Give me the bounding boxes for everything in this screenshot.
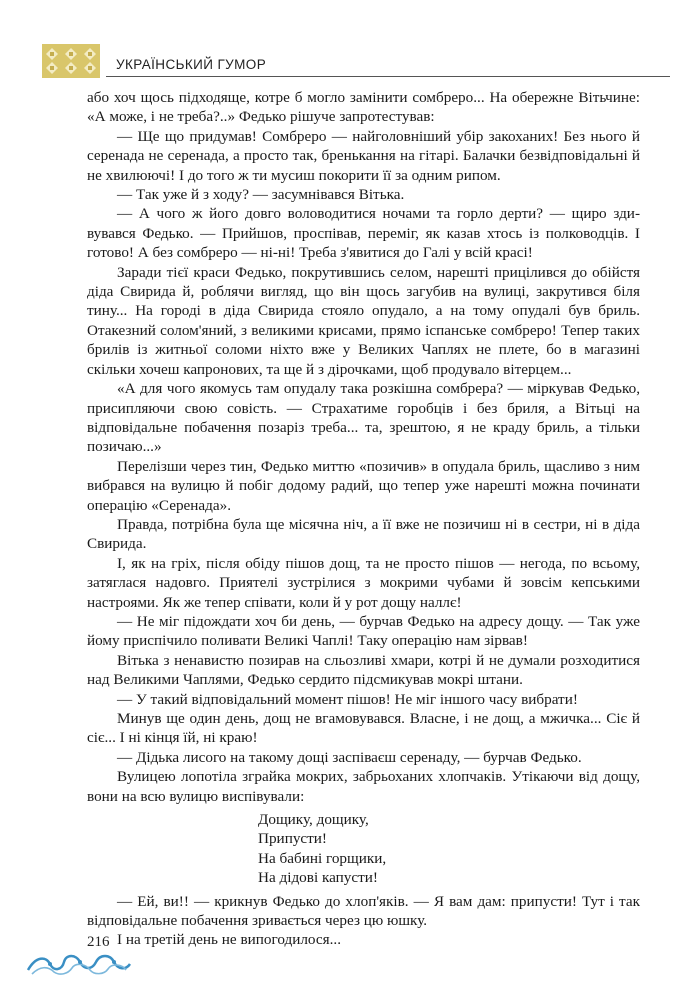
poem-line: Припусти! xyxy=(258,830,327,848)
paragraph: — Дідька лисого на такому дощі заспіваєш серенаду, — бурчав Федько. xyxy=(117,748,582,766)
paragraph: «А для чого якомусь там опудалу така розкішна сомбрера? — міркував Федько, присипляючи свою совість. — Страхатиме горобців і без бриля, а Вітьці на відповідальне побачення позаріз треба... та, зрештою, я не краду бриль, а тільки позичаю...» xyxy=(87,380,640,456)
poem-line: На бабині горщики, xyxy=(258,849,387,867)
paragraph: Правда, потрібна була ще місячна ніч, а її вже не позичиш ні в сестри, ні в діда Свирида. xyxy=(87,515,640,553)
paragraph: — Так уже й з ходу? — засумнівався Вітька. xyxy=(117,186,405,204)
paragraph: — Ще що придумав! Сомбреро — найголовніший убір закоханих! Без нього й серенада не серенада, а просто так, бренькання на гітарі. Балачки безвідповідальні й не хвилюючі! І до того ж ти мусиш покорити її за одним рипом. xyxy=(87,127,640,184)
paragraph: — У такий відповідальний момент пішов! Не міг іншого часу вибрати! xyxy=(117,690,578,708)
wave-ornament-icon xyxy=(26,950,136,978)
paragraph: або хоч щось підходяще, котре б могло замінити сомбреро... На обережне Вітьчине: «А може, і не треба?..» Федько рішуче запротестував: xyxy=(87,89,640,126)
paragraph: — Не міг підождати хоч би день, — бурчав Федько на адресу дощу. — Так уже йому приспічило поливати Великі Чаплі! Таку операцію нам зірвав! xyxy=(87,612,640,650)
paragraph: І, як на гріх, після обіду пішов дощ, та не просто пішов — негода, по всьому, затяглася надовго. Приятелі зустрілися з мокрими чубами й зовсім кепськими настроями. Як же тепер співати, коли й у рот дощу наллє! xyxy=(87,554,640,611)
paragraph: Вулицею лопотіла зграйка мокрих, забрьоханих хлопчаків. Утікаючи від дощу, вони на всю вулицю виспівували: xyxy=(87,768,640,805)
paragraph: І на третій день не випогодилося... xyxy=(117,931,341,949)
paragraph: Заради тієї краси Федько, покрутившись селом, нарешті прицілився до обійстя діда Свирида й, роблячи вигляд, що він щось загубив на вулиці, закрутився біля тину... На городі в діда Свирида стояло опудало, а на тому опудалі був бриль. Отакезний солом'яний, з великими крисами, прямо іспанське сомбреро! Тепер таких брилів із житньої соломи ніхто вже у Великих Чаплях не плете, бо в магазині скільки хочеш капронових, та ще й з дірочками, щоб продувало вітерцем... xyxy=(87,263,640,378)
paragraph: Вітька з ненавистю позирав на сльозливі хмари, котрі й не думали розходитися над Великими Чаплями, Федько сердито підсмикував мокрі штани. xyxy=(87,651,640,689)
paragraph: Перелізши через тин, Федько миттю «позичив» в опудала бриль, щасливо з ним вибрався на вулицю й побіг додому радий, що тепер уже нарешті можна починати операцію «Серенада». xyxy=(87,457,640,514)
page-number: 216 xyxy=(87,934,110,950)
paragraph: — А чого ж його довго воловодитися ночами та горло дерти? — щиро здивувався Федько. — Прийшов, проспівав, переміг, як казав хтось із полководців. І готово! А без сомбреро — ні-ні! Треба з'явитися до Галі у всій красі! xyxy=(87,205,640,262)
poem-verse xyxy=(258,810,640,888)
header-divider xyxy=(106,76,670,77)
story-text xyxy=(87,88,640,950)
poem-line: На дідові капусти! xyxy=(258,869,378,887)
paragraph: — Ей, ви!! — крикнув Федько до хлоп'яків. — Я вам дам: припусти! Тут і так відповідальне побачення зривається через цю юшку. xyxy=(87,892,640,930)
paragraph: Минув ще один день, дощ не вгамовувався. Власне, і не дощ, а мжичка... Сіє й сіє... І ні кінця їй, ні краю! xyxy=(87,710,640,747)
poem-line: Дощику, дощику, xyxy=(258,811,369,829)
section-title: УКРАЇНСЬКИЙ ГУМОР xyxy=(116,57,267,72)
embroidery-ornament-icon xyxy=(42,44,100,78)
page-header xyxy=(42,44,670,78)
